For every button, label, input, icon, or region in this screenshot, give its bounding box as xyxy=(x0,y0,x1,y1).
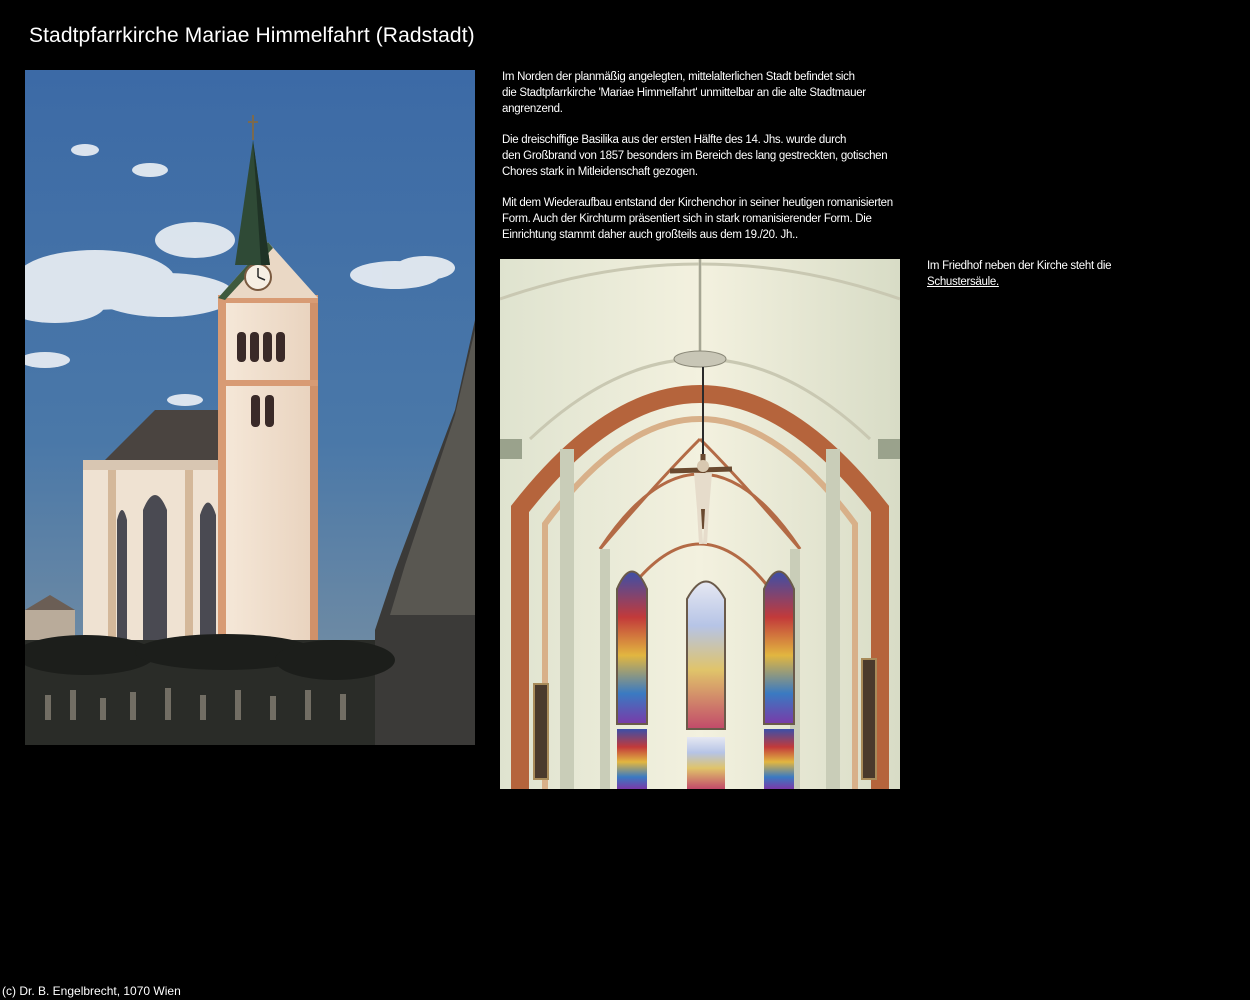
paragraph-history: Die dreischiffige Basilika aus der ersten Hälfte des 14. Jhs. wurde durch den Großbrand von 1857 besonders im Bereich des lang gestreckten, gotischen Chores stark in Mitleidenschaft gezogen. xyxy=(502,134,888,178)
side-note xyxy=(927,258,1167,290)
church-exterior-photo xyxy=(25,70,475,745)
description-text xyxy=(502,69,942,258)
footer-copyright: (c) Dr. B. Engelbrecht, 1070 Wien xyxy=(2,984,181,998)
church-interior-photo xyxy=(500,259,900,789)
side-note-text: Im Friedhof neben der Kirche steht die xyxy=(927,260,1112,272)
schustersaeule-link[interactable]: Schustersäule. xyxy=(927,276,999,288)
page-title: Stadtpfarrkirche Mariae Himmelfahrt (Radstadt) xyxy=(29,24,475,47)
paragraph-reconstruction: Mit dem Wiederaufbau entstand der Kirchenchor in seiner heutigen romanisierten Form. Auch der Kirchturm präsentiert sich in stark romanisierender Form. Die Einrichtung stammt daher auch großteils aus dem 19./20. Jh.. xyxy=(502,197,893,241)
paragraph-location: Im Norden der planmäßig angelegten, mittelalterlichen Stadt befindet sich die Stadtpfarrkirche 'Mariae Himmelfahrt' unmittelbar an die alte Stadtmauer angrenzend. xyxy=(502,71,866,115)
